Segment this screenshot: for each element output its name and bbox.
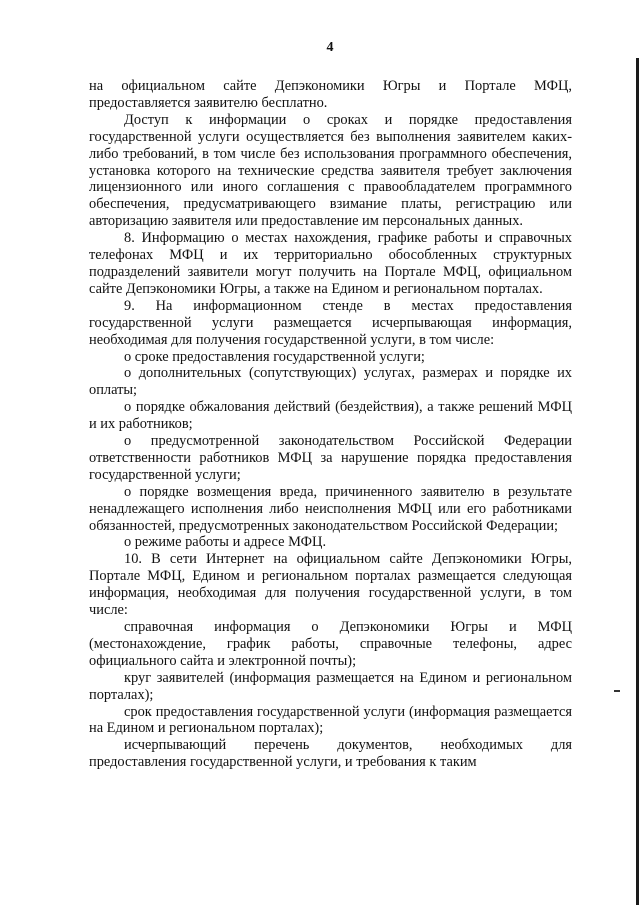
list-item: о сроке предоставления государственной услуги; [124, 348, 425, 365]
list-item: круг заявителей (информация размещается на Едином и региональном порталах); [89, 669, 572, 703]
list-item: справочная информация о Депэкономики Югры и МФЦ (местонахождение, график работы, справочные телефоны, адрес официального сайта и электронной почты); [89, 619, 572, 669]
list-item: срок предоставления государственной услуги (информация размещается на Едином и региональном порталах); [89, 703, 572, 737]
scan-speck [614, 690, 620, 692]
paragraph: на официальном сайте Депэкономики Югры и Портале МФЦ, предоставляется заявителю бесплатно. [89, 78, 572, 111]
list-item: исчерпывающий перечень документов, необходимых для предоставления государственной услуги, и требования к таким [89, 737, 572, 771]
list-item: о режиме работы и адресе МФЦ. [124, 534, 327, 551]
list-item: о дополнительных (сопутствующих) услугах, размерах и порядке их оплаты; [89, 365, 572, 399]
page-number: 4 [326, 40, 334, 55]
scan-edge-shadow [636, 58, 639, 905]
paragraph: Доступ к информации о сроках и порядке предоставления государственной услуги осуществляется без выполнения заявителем каких-либо требований, в том числе без использования программного обеспечения, установка которого на технические средства заявителя требует заключения лицензионного или иного соглашения с правообладателем программного обеспечения, предусматривающего взимание платы, регистрацию или авторизацию заявителя или предоставление им персональных данных. [89, 111, 572, 230]
list-item: о порядке обжалования действий (бездействия), а также решений МФЦ и их работников; [89, 399, 572, 433]
paragraph: 9. На информационном стенде в местах предоставления государственной услуги размещается исчерпывающая информация, необходимая для получения государственной услуги, в том числе: [89, 297, 572, 348]
paragraph: 10. В сети Интернет на официальном сайте Депэкономики Югры, Портале МФЦ, Едином и региональном порталах размещается следующая информация, необходимая для получения государственной услуги, в том числе: [89, 551, 572, 619]
document-body [89, 78, 572, 771]
paragraph: 8. Информацию о местах нахождения, графике работы и справочных телефонах МФЦ и их территориально обособленных структурных подразделений заявители могут получить на Портале МФЦ, официальном сайте Депэкономики Югры, а также на Едином и региональном порталах. [89, 230, 572, 297]
list-item: о предусмотренной законодательством Российской Федерации ответственности работников МФЦ за нарушение порядка предоставления государственной услуги; [89, 433, 572, 483]
list-item: о порядке возмещения вреда, причиненного заявителю в результате ненадлежащего исполнения либо неисполнения МФЦ или его работниками обязанностей, предусмотренных законодательством Российской Федерации; [89, 483, 572, 534]
